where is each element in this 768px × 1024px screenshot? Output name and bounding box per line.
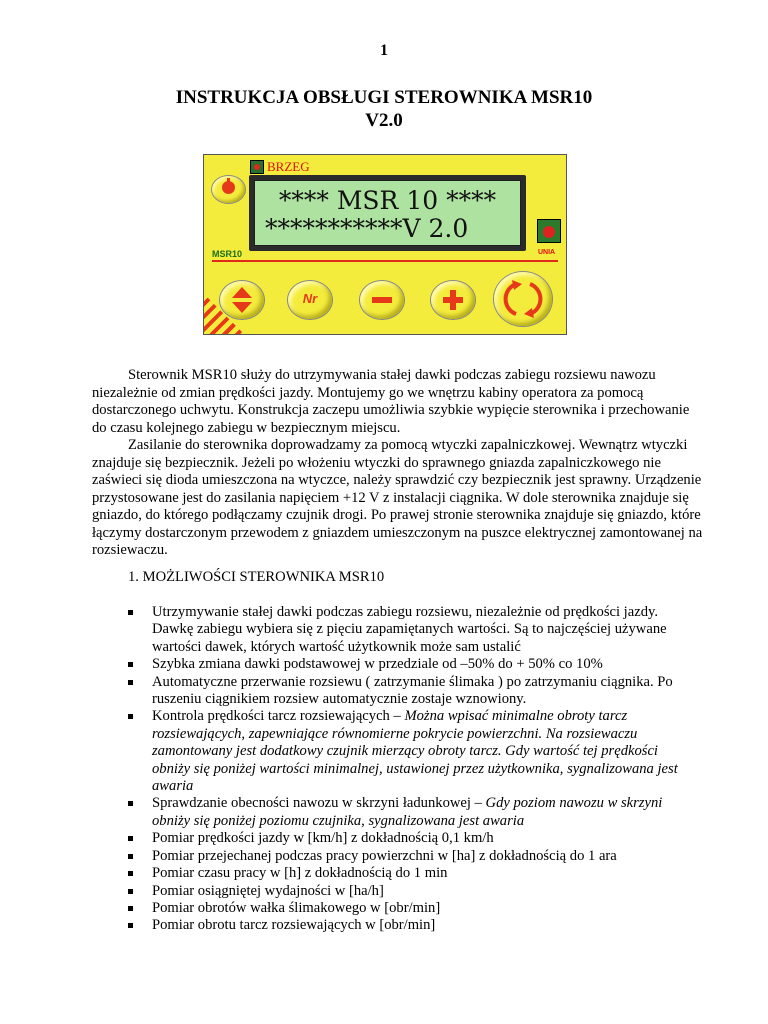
- refresh-icon: [494, 272, 552, 326]
- bullet-icon: [128, 662, 133, 667]
- feature-item: [128, 865, 688, 882]
- brand-name: BRZEG: [267, 159, 310, 174]
- bullet-icon: [128, 836, 133, 841]
- refresh-button: [494, 272, 552, 326]
- features-list: [128, 604, 688, 935]
- power-icon: [222, 181, 235, 194]
- bullet-icon: [128, 871, 133, 876]
- intro-text: [92, 367, 704, 560]
- bullet-icon: [128, 714, 133, 719]
- title-line-2: V2.0: [365, 110, 403, 131]
- paragraph: Zasilanie do sterownika doprowadzamy za pomocą wtyczki zapalniczkowej. Wewnątrz wtyczki znajduje się bezpiecznik. Jeżeli po włożeniu wtyczki do sprawnego gniazda zapalniczkowego nie zaświeci się dioda umieszczona na wtyczce, należy sprawdzić czy bezpiecznik jest sprawny. Urządzenie przystosowane jest do zasilania napięciem +12 V z instalacji ciągnika. W dole sterownika znajduje się gniazdo, do którego podłączamy czujnik drogi. Po prawej stronie sterownika znajduje się gniazdo, które łączymy dostarczonym przewodem z gniazdem umieszczonym na puszce elektrycznej zamontowanej na rozsiewaczu.: [92, 437, 703, 558]
- feature-text: Kontrola prędkości tarcz rozsiewających –: [152, 708, 405, 725]
- title-line-1: INSTRUKCJA OBSŁUGI STEROWNIKA MSR10: [175, 87, 593, 108]
- bullet-icon: [128, 680, 133, 685]
- section-heading: 1. MOŻLIWOŚCI STEROWNIKA MSR10: [128, 569, 385, 585]
- lcd-line-1: **** MSR 10 ****: [278, 186, 497, 215]
- bullet-icon: [128, 906, 133, 911]
- feature-item: [128, 604, 688, 656]
- bullet-icon: [128, 923, 133, 928]
- lcd-line-2: ***********V 2.0: [265, 214, 469, 243]
- minus-icon: [360, 281, 404, 319]
- plus-button: [431, 281, 475, 319]
- feature-item: [128, 656, 688, 673]
- bullet-icon: [128, 801, 133, 806]
- brand: [250, 159, 310, 175]
- minus-button: [360, 281, 404, 319]
- feature-text: Pomiar osiągniętej wydajności w [ha/h]: [152, 882, 384, 899]
- power-button: [212, 176, 245, 203]
- feature-text: Automatyczne przerwanie rozsiewu ( zatrzymanie ślimaka ) po zatrzymaniu ciągnika. Po ruszeniu ciągnikiem rozsiew automatycznie zostaje wznowiony.: [152, 673, 673, 708]
- lcd-display: [254, 180, 521, 246]
- feature-text: Pomiar czasu pracy w [h] z dokładnością do 1 min: [152, 865, 448, 882]
- feature-item: [128, 883, 688, 900]
- page-number: 1: [380, 42, 388, 59]
- lcd-display-frame: [249, 175, 526, 251]
- feature-text: Pomiar prędkości jazdy w [km/h] z dokładnością 0,1 km/h: [152, 830, 494, 847]
- up-down-button: [220, 281, 264, 319]
- plus-icon: [431, 281, 475, 319]
- feature-text: Pomiar obrotu tarcz rozsiewających w [obr/min]: [152, 917, 436, 934]
- brand-logo-icon: [250, 160, 264, 174]
- page-title: [0, 86, 768, 132]
- feature-text: Pomiar przejechanej podczas pracy powierzchni w [ha] z dokładnością do 1 ara: [152, 847, 617, 864]
- feature-item: [128, 708, 688, 795]
- feature-text: Szybka zmiana dawki podstawowej w przedziale od –50% do + 50% co 10%: [152, 656, 603, 673]
- bullet-icon: [128, 854, 133, 859]
- unia-label: UNIA: [538, 249, 556, 256]
- feature-item: [128, 795, 688, 830]
- feature-item: [128, 830, 688, 847]
- unia-logo-icon: [537, 219, 561, 243]
- feature-item: [128, 917, 688, 934]
- feature-italic-text: Można wpisać minimalne obroty tarcz rozsiewających, zapewniające równomierne pokrycie powierzchni. Na rozsiewaczu zamontowany jest dodatkowy czujnik mierzący obroty tarcz. Gdy wartość tej prędkości obniży się poniżej wartości minimalnej, ustawionej przez użytkownika, sygnalizowana jest awaria: [152, 708, 678, 795]
- divider-line: [212, 260, 558, 262]
- nr-button: [288, 281, 332, 319]
- feature-item: [128, 848, 688, 865]
- paragraph: Sterownik MSR10 służy do utrzymywania stałej dawki podczas zabiegu rozsiewu nawozu niezależnie od zmian prędkości jazdy. Montujemy go we wnętrzu kabiny operatora za pomocą dostarczonego uchwytu. Konstrukcja zaczepu umożliwia szybkie wypięcie sterownika i przechowanie do czasu kolejnego zabiegu w bezpiecznym miejscu.: [92, 367, 690, 436]
- feature-italic-text: Gdy poziom nawozu w skrzyni obniży się poniżej poziomu czujnika, sygnalizowana jest awaria: [152, 795, 663, 829]
- model-label: MSR10: [212, 249, 243, 259]
- nr-icon: Nr: [302, 291, 318, 306]
- feature-text: Utrzymywanie stałej dawki podczas zabiegu rozsiewu, niezależnie od prędkości jazdy. Dawkę zabiegu wybiera się z pięciu zapamiętanych wartości. Są to najczęściej używane wartości dawek, których wartość użytkownik może sam ustalić: [152, 604, 667, 655]
- feature-text: Sprawdzanie obecności nawozu w skrzyni ładunkowej –: [152, 795, 486, 812]
- feature-text: Pomiar obrotów wałka ślimakowego w [obr/min]: [152, 899, 441, 916]
- up-down-arrows-icon: [220, 281, 264, 319]
- feature-item: [128, 674, 688, 709]
- controller-illustration: [203, 154, 567, 335]
- bullet-icon: [128, 610, 133, 615]
- feature-item: [128, 900, 688, 917]
- bullet-icon: [128, 889, 133, 894]
